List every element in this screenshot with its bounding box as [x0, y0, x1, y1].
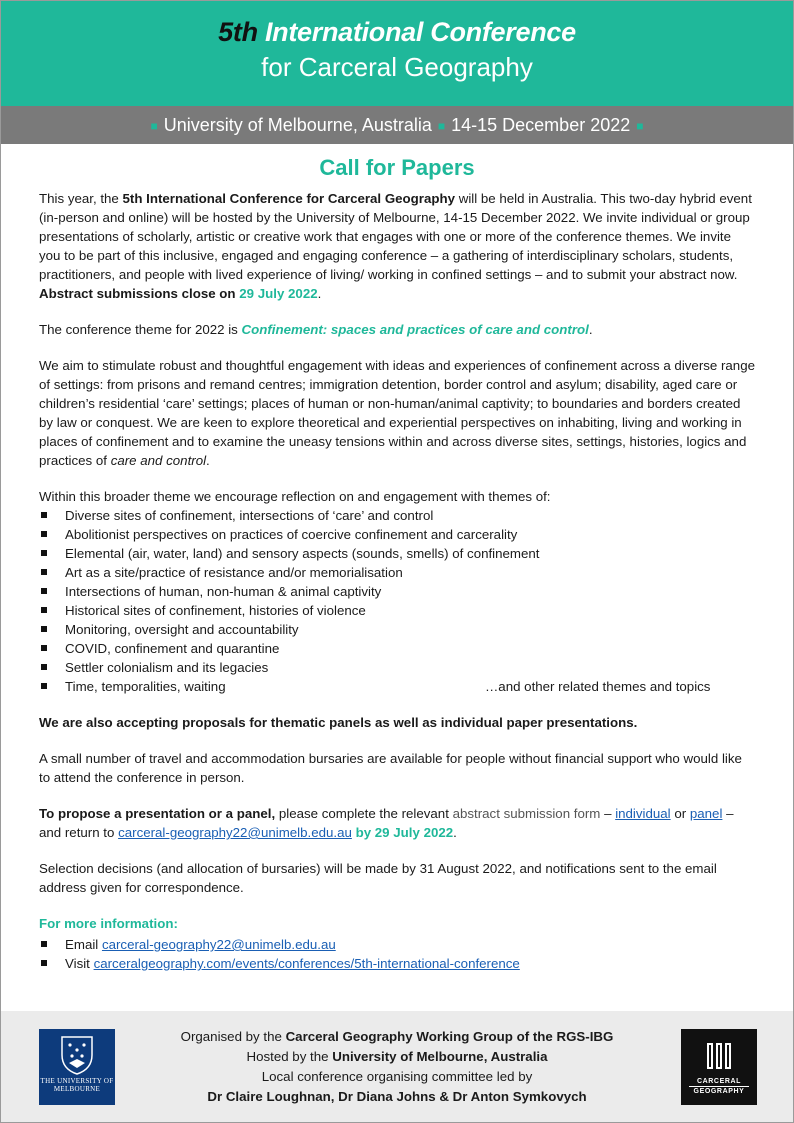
cg-logo-line1: CARCERAL: [696, 1078, 742, 1085]
page-title: Call for Papers: [319, 155, 475, 180]
submission-deadline: 29 July 2022: [239, 286, 318, 301]
conference-title: [1, 1, 793, 48]
more-info-list: [39, 935, 755, 973]
website-link[interactable]: carceralgeography.com/events/conferences/5th-international-conference: [93, 956, 520, 971]
theme-item: Time, temporalities, waiting: [39, 677, 755, 696]
theme-highlight: Confinement: spaces and practices of care and control: [241, 322, 589, 337]
list-item: [39, 935, 755, 954]
location-date-bar: [1, 106, 793, 144]
aim-paragraph: [39, 356, 755, 470]
theme-item: COVID, confinement and quarantine: [39, 639, 755, 658]
submission-close-label: Abstract submissions close on: [39, 286, 240, 301]
cg-logo-line2: GEOGRAPHY: [689, 1086, 749, 1096]
title-ordinal: 5th: [218, 17, 258, 47]
theme-paragraph: [39, 320, 755, 339]
footer-committee-names: Dr Claire Loughnan, Dr Diana Johns & Dr Anton Symkovych: [207, 1089, 587, 1104]
panels-text: We are also accepting proposals for thematic panels as well as individual paper presentations.: [39, 715, 638, 730]
theme-item: Diverse sites of confinement, intersections of ‘care’ and control: [39, 506, 755, 525]
footer-organised: [131, 1027, 663, 1047]
main-content: [1, 155, 793, 973]
conference-subtitle: for Carceral Geography: [261, 52, 533, 82]
prison-bars-icon: [681, 1043, 757, 1069]
footer-organiser: Carceral Geography Working Group of the RGS-IBG: [285, 1029, 614, 1044]
location-text: University of Melbourne, Australia: [163, 115, 432, 135]
footer-hosted-pre: Hosted by the: [246, 1049, 333, 1064]
intro-text-2: will be held in Australia. This two-day hybrid event (in-person and online) will be hosted by the University of Melbourne, 14-15 December 2022. We invite individual or group presentations of scholarly, artistic or creative work that engages with one or more of the conference themes. We invite you to be part of this inclusive, engaged and engaging conference – a gathering of interdisciplinary scholars, students, practitioners, and people with lived experience of living/ working in confined settings – and to submit your abstract now.: [39, 191, 752, 282]
theme-item: Monitoring, oversight and accountability: [39, 620, 755, 639]
theme-item: Historical sites of confinement, histories of violence: [39, 601, 755, 620]
propose-deadline: by 29 July 2022: [351, 825, 454, 840]
intro-conference-name: 5th International Conference for Carceral Geography: [122, 191, 456, 206]
themes-intro: Within this broader theme we encourage reflection on and engagement with themes of:: [39, 489, 551, 504]
aim-italic: care and control: [110, 453, 207, 468]
intro-text: This year, the: [39, 191, 123, 206]
submission-email-link[interactable]: carceral-geography22@unimelb.edu.au: [118, 825, 352, 840]
email-label: Email: [65, 937, 102, 952]
selection-paragraph: Selection decisions (and allocation of bursaries) will be made by 31 August 2022, and notifications sent to the email address given for correspondence.: [39, 861, 717, 895]
propose-text: please complete the relevant: [275, 806, 453, 821]
footer-organised-pre: Organised by the: [180, 1029, 286, 1044]
propose-dash: –: [600, 806, 616, 821]
theme-item: Abolitionist perspectives on practices of coercive confinement and carcerality: [39, 525, 755, 544]
panels-paragraph: [39, 713, 755, 732]
bursaries-paragraph: A small number of travel and accommodation bursaries are available for people without financial support who would like to attend the conference in person.: [39, 751, 742, 785]
propose-return: – and return to: [39, 806, 734, 840]
abstract-form-label: abstract submission form: [452, 806, 601, 821]
footer-committee: Local conference organising committee led by: [261, 1069, 533, 1084]
propose-bold: To propose a presentation or a panel,: [39, 806, 276, 821]
crest-icon: [60, 1035, 94, 1075]
propose-paragraph: [39, 804, 755, 842]
individual-link[interactable]: individual: [615, 806, 671, 821]
panel-link[interactable]: panel: [689, 806, 723, 821]
info-email-link[interactable]: carceral-geography22@unimelb.edu.au: [101, 937, 336, 952]
intro-paragraph: [39, 189, 755, 303]
dates-text: 14-15 December 2022: [451, 115, 631, 135]
uom-logo-line1: THE UNIVERSITY OF: [40, 1077, 114, 1085]
aim-end: .: [206, 453, 210, 468]
footer-text: [131, 1027, 663, 1107]
title-main: International Conference: [264, 17, 576, 47]
cg-logo-text: [681, 1077, 757, 1096]
footer-names: [131, 1087, 663, 1107]
theme-item: Elemental (air, water, land) and sensory aspects (sounds, smells) of confinement: [39, 544, 755, 563]
uom-logo-text: [39, 1077, 115, 1093]
themes-extra: …and other related themes and topics: [485, 679, 711, 694]
theme-text: The conference theme for 2022 is: [39, 322, 242, 337]
header-banner: [1, 1, 793, 106]
propose-or: or: [670, 806, 690, 821]
propose-end: .: [453, 825, 457, 840]
visit-label: Visit: [65, 956, 94, 971]
theme-end: .: [588, 322, 593, 337]
themes-list: [39, 506, 755, 696]
bullet-icon: ■: [636, 119, 644, 134]
list-item: [39, 954, 755, 973]
theme-item: Art as a site/practice of resistance and/or memorialisation: [39, 563, 755, 582]
intro-end: .: [317, 286, 322, 301]
uom-logo-line2: MELBOURNE: [53, 1085, 101, 1093]
bullet-icon: ■: [150, 119, 158, 134]
more-info-heading: For more information:: [39, 916, 178, 931]
themes-block: [39, 506, 755, 696]
bullet-icon: ■: [437, 119, 446, 134]
university-of-melbourne-logo: [39, 1029, 115, 1105]
theme-item: Settler colonialism and its legacies: [39, 658, 755, 677]
footer: [1, 1011, 793, 1122]
theme-item: Intersections of human, non-human & animal captivity: [39, 582, 755, 601]
footer-hosted: [131, 1047, 663, 1067]
footer-host: University of Melbourne, Australia: [332, 1049, 548, 1064]
aim-text: We aim to stimulate robust and thoughtful engagement with ideas and experiences of confinement across a diverse range of settings: from prisons and remand centres; immigration detention, border control and asylum; disability, aged care or children’s residential ‘care’ settings; places of human or non-human/animal captivity; to boundaries and borders created by law or conquest. We are keen to explore theoretical and experiential perspectives on inhabiting, living and working in places of confinement and to examine the uneasy tensions within and across diverse sites, settings, histories, logics and practices of: [39, 358, 755, 468]
carceral-geography-logo: [681, 1029, 757, 1105]
